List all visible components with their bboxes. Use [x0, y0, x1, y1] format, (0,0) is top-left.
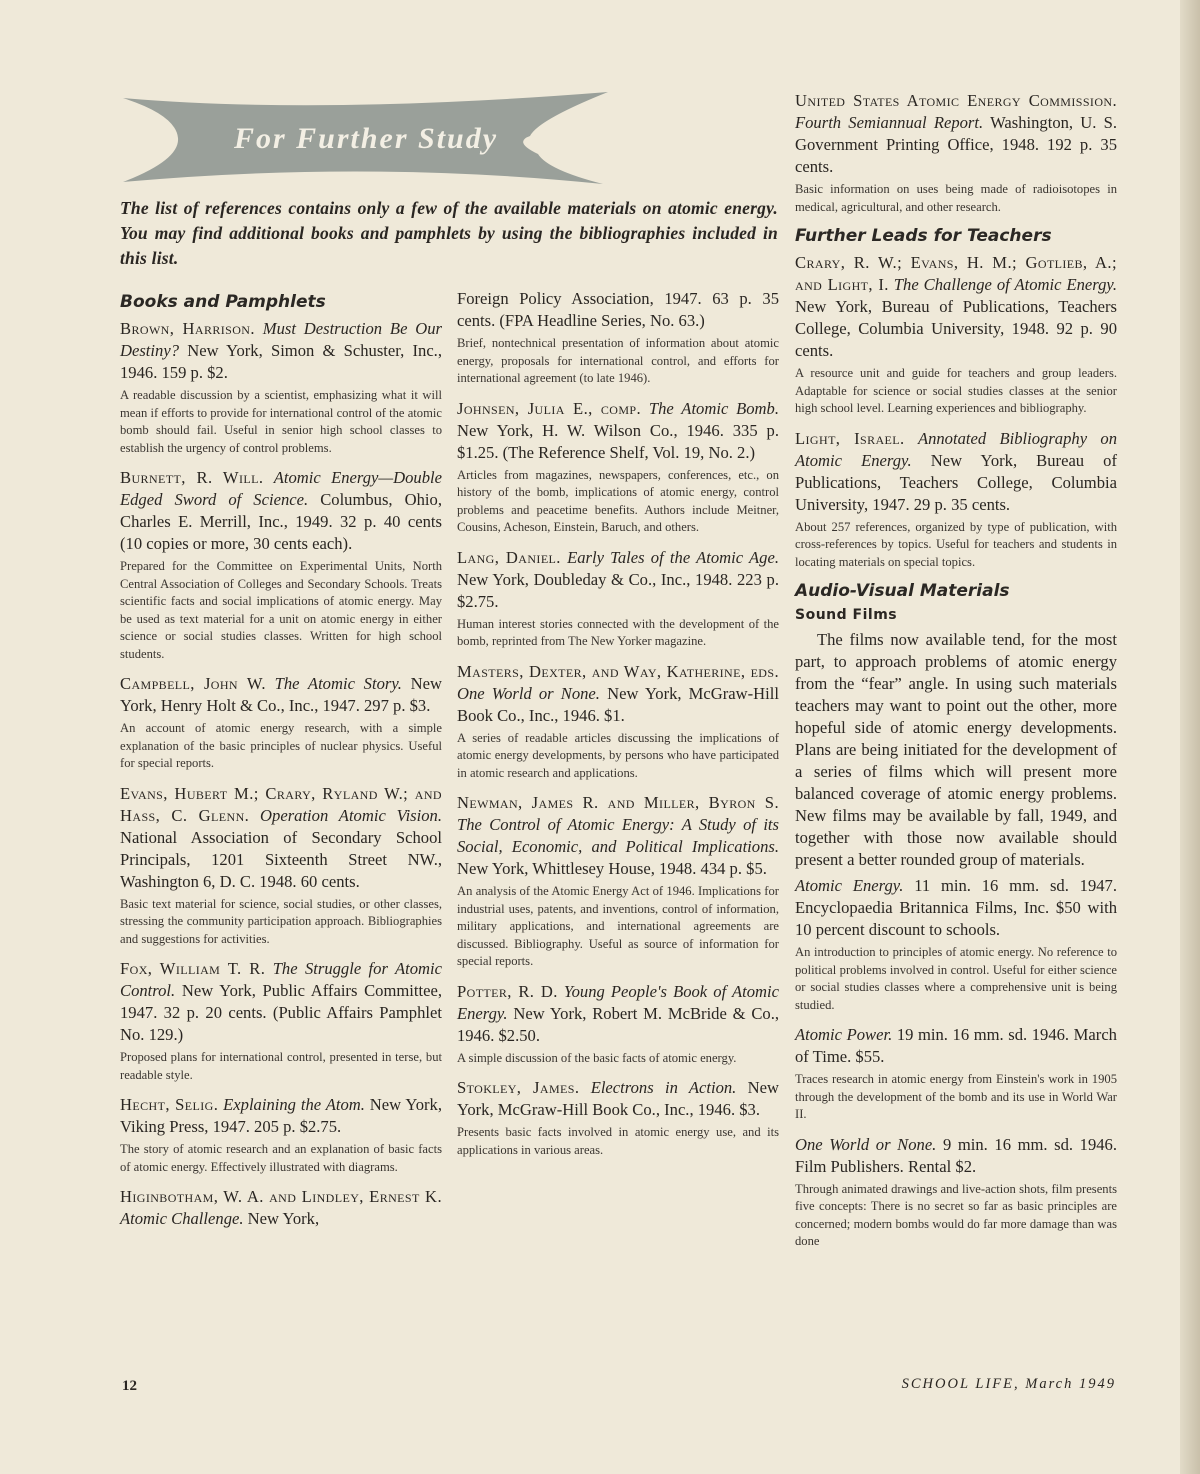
reference-publication: Washington, U. S. Government Printing Office, 1948. 192 p. 35 cents.: [795, 113, 1117, 176]
intro-text: The list of references contains only a few of the available materials on atomic energy. You may find additional books and pamphlets by using the bibliographies included in this list.: [120, 198, 778, 268]
reference-entry: [795, 252, 1117, 362]
reference-entry: [120, 467, 442, 555]
reference-publication: New York, Bureau of Publications, Teachers College, Columbia University, 1948. 92 p. 90 cents.: [795, 297, 1117, 360]
reference-title: Operation Atomic Vision.: [260, 805, 442, 825]
reference-title: One World or None.: [795, 1134, 937, 1154]
reference-author: Newman, James R. and Miller, Byron S.: [457, 793, 779, 812]
films-intro-paragraph: The films now available tend, for the most part, to approach problems of atomic energy from the “fear” angle. In using such materials teachers may want to point out the other, more hopeful side of atomic energy developments. Plans are being initiated for the development of a series of films which will present more balanced coverage of atomic energy problems. New films may be available by fall, 1949, and together with those now available should present a better rounded group of materials.: [795, 630, 1117, 869]
reference-title: The Atomic Bomb.: [648, 398, 779, 418]
reference-entry: [120, 673, 442, 717]
reference-author: Light, Israel.: [795, 428, 905, 448]
reference-title: One World or None.: [457, 683, 600, 703]
reference-description: An analysis of the Atomic Energy Act of 1946. Implications for industrial uses, patents, and inventions, control of information, military applications, and international agreements are discussed. Bibliography. Useful as source of information for special reports.: [457, 884, 779, 968]
reference-entry: [120, 958, 442, 1046]
reference-description: Human interest stories connected with the development of the bomb, reprinted from The New Yorker magazine.: [457, 616, 779, 648]
reference-publication: Columbus, Ohio, Charles E. Merrill, Inc., 1949. 32 p. 40 cents (10 copies or more, 30 cents each).: [120, 490, 442, 553]
reference-title: Young People's Book of Atomic Energy.: [457, 981, 779, 1023]
reference-author: Johnsen, Julia E., comp.: [457, 398, 642, 418]
reference-publication: National Association of Secondary School Principals, 1201 Sixteenth Street NW., Washington 6, D. C. 1948. 60 cents.: [120, 827, 442, 891]
subheading-sound-films: Sound Films: [795, 607, 898, 623]
reference-description: Articles from magazines, newspapers, conferences, etc., on history of the bomb, implications of atomic energy, control problems and peacetime benefits. Authors include Meitner, Cousins, Acheson, Einstein, Baruch, and others.: [457, 467, 779, 534]
reference-entry: [457, 1077, 779, 1121]
reference-entry: [457, 398, 779, 464]
reference-entry: [795, 428, 1117, 516]
reference-publication: New York, Bureau of Publications, Teachers College, Columbia University, 1947. 29 p. 35 cents.: [795, 450, 1118, 514]
reference-publication: New York, Public Affairs Committee, 1947. 32 p. 20 cents. (Public Affairs Pamphlet No. 129.): [120, 981, 442, 1044]
reference-title: Fourth Semiannual Report.: [795, 113, 984, 132]
reference-entry: [795, 875, 1117, 941]
reference-title: Atomic Energy.: [795, 876, 904, 895]
reference-publication: New York, Doubleday & Co., Inc., 1948. 223 p. $2.75.: [457, 569, 779, 611]
reference-author: Crary, R. W.; Evans, H. M.; Gotlieb, A.; and Light, I.: [795, 253, 1117, 294]
reference-entry: [795, 1134, 1117, 1178]
reference-title: The Atomic Story.: [274, 674, 402, 693]
ribbon-shape: [118, 90, 613, 186]
reference-description: An account of atomic energy research, with a simple explanation of the basic principles of nuclear physics. Useful for special reports.: [120, 721, 442, 770]
reference-author: Potter, R. D.: [457, 981, 558, 1001]
reference-title: Atomic Challenge.: [120, 1209, 244, 1228]
reference-author: Campbell, John W.: [120, 674, 266, 693]
reference-title: The Challenge of Atomic Energy.: [893, 275, 1117, 294]
reference-author: Lang, Daniel.: [457, 547, 561, 567]
reference-entry: [457, 547, 779, 613]
publication-footer: SCHOOL LIFE, March 1949: [901, 1376, 1116, 1392]
reference-author: United States Atomic Energy Commission.: [795, 91, 1117, 110]
reference-entry: [457, 792, 779, 880]
reference-description: The story of atomic research and an explanation of basic facts of atomic energy. Effectively illustrated with diagrams.: [120, 1142, 442, 1174]
reference-title: Electrons in Action.: [590, 1078, 737, 1097]
reference-publication: New York, H. W. Wilson Co., 1946. 335 p. $1.25. (The Reference Shelf, Vol. 19, No. 2.): [457, 420, 779, 462]
reference-description: Basic information on uses being made of radioisotopes in medical, agricultural, and other research.: [795, 182, 1117, 214]
reference-description: About 257 references, organized by type of publication, with cross-references by topics. Useful for teachers and students in locating materials on special topics.: [795, 519, 1117, 569]
reference-description: A readable discussion by a scientist, emphasizing what it will mean if efforts to provide for international control of the atomic bomb should fail. Useful in senior high school classes to establish the urgency of control problems.: [120, 388, 442, 455]
reference-description: A simple discussion of the basic facts of atomic energy.: [457, 1050, 737, 1065]
reference-description: Prepared for the Committee on Experimental Units, North Central Association of Colleges and Secondary Schools. Treats scientific facts and social implications of atomic energy. May be used as text material for a unit on atomic energy in either science or social studies classes. Written for high school students.: [120, 559, 442, 661]
reference-author: Stokley, James.: [457, 1078, 580, 1097]
reference-title: The Struggle for Atomic Control.: [120, 959, 442, 1000]
reference-publication: New York, Whittlesey House, 1948. 434 p. $5.: [457, 859, 767, 878]
reference-publication: 19 min. 16 mm. sd. 1946. March of Time. $55.: [795, 1025, 1117, 1066]
reference-entry: [457, 661, 779, 727]
heading-audio-visual: Audio-Visual Materials: [795, 581, 1010, 601]
reference-publication: New York, Simon & Schuster, Inc., 1946. 159 p. $2.: [120, 341, 442, 382]
reference-title: Must Destruction Be Our Destiny?: [120, 319, 442, 360]
reference-entry: [457, 288, 779, 332]
reference-entry: [457, 981, 779, 1047]
reference-title: Atomic Power.: [795, 1025, 893, 1044]
reference-title: Early Tales of the Atomic Age.: [567, 547, 779, 567]
reference-title: Atomic Energy—Double Edged Sword of Science.: [120, 468, 442, 509]
heading-teachers: Further Leads for Teachers: [795, 226, 1052, 246]
reference-entry: [120, 783, 442, 893]
reference-publication: New York, McGraw-Hill Book Co., Inc., 1946. $3.: [457, 1078, 779, 1119]
reference-description: Through animated drawings and live-action shots, film presents five concepts: There is no secret so far as basic principles are concerned; modern bombs would do far more damage than was done: [795, 1181, 1117, 1248]
reference-publication: New York, McGraw-Hill Book Co., Inc., 1946. $1.: [457, 683, 779, 725]
reference-description: Basic text material for science, social studies, or other classes, stressing the community participation approach. Bibliographies and suggestions for activities.: [120, 896, 442, 946]
reference-entry: [120, 318, 442, 384]
reference-publication: Foreign Policy Association, 1947. 63 p. 35 cents. (FPA Headline Series, No. 63.): [457, 289, 779, 330]
reference-title: The Control of Atomic Energy: A Study of its Social, Economic, and Political Implications.: [457, 815, 779, 856]
reference-entry: [120, 1094, 442, 1138]
reference-description: A series of readable articles discussing the implications of atomic energy developments, by persons who have participated in atomic research and applications.: [457, 730, 779, 780]
column-2: [457, 288, 779, 1169]
reference-publication: New York, Robert M. McBride & Co., 1946. $2.50.: [457, 1003, 779, 1045]
reference-author: Hecht, Selig.: [120, 1095, 219, 1114]
reference-entry: [795, 90, 1117, 178]
reference-publication: New York, Henry Holt & Co., Inc., 1947. 297 p. $3.: [120, 674, 442, 715]
reference-author: Evans, Hubert M.; Crary, Ryland W.; and Hass, C. Glenn.: [120, 783, 442, 825]
reference-description: An introduction to principles of atomic energy. No reference to political problems involved in control. Useful for either science or social studies classes where a comprehensive unit is being studied.: [795, 945, 1117, 1012]
page-edge: [1180, 0, 1200, 1474]
column-3: [795, 90, 1117, 1261]
reference-author: Burnett, R. Will.: [120, 468, 264, 487]
reference-author: Masters, Dexter, and Way, Katherine, eds.: [457, 661, 779, 681]
reference-author: Brown, Harrison.: [120, 319, 255, 338]
reference-description: Brief, nontechnical presentation of information about atomic energy, proposals for international control, and efforts for international agreement (to late 1946).: [457, 336, 779, 385]
reference-title: Explaining the Atom.: [223, 1095, 365, 1114]
reference-description: Presents basic facts involved in atomic energy use, and its applications in various areas.: [457, 1125, 779, 1157]
reference-entry: [120, 1186, 442, 1230]
reference-publication: New York, Viking Press, 1947. 205 p. $2.75.: [120, 1095, 442, 1136]
heading-books: Books and Pamphlets: [120, 292, 326, 312]
reference-title: Annotated Bibliography on Atomic Energy.: [795, 428, 1118, 470]
reference-description: Proposed plans for international control, presented in terse, but readable style.: [120, 1050, 442, 1082]
reference-description: A resource unit and guide for teachers and group leaders. Adaptable for science or social studies classes at the senior high school level. Learning experiences and bibliography.: [795, 366, 1117, 415]
reference-publication: 9 min. 16 mm. sd. 1946. Film Publishers. Rental $2.: [795, 1134, 1117, 1176]
page-number: 12: [122, 1378, 137, 1394]
reference-author: Fox, William T. R.: [120, 959, 266, 978]
reference-entry: [795, 1024, 1117, 1068]
reference-author: Higinbotham, W. A. and Lindley, Ernest K.: [120, 1187, 442, 1206]
banner-title: For Further Study: [233, 122, 499, 155]
section-banner: [118, 90, 613, 186]
column-1: [120, 292, 442, 1233]
reference-description: Traces research in atomic energy from Einstein's work in 1905 through the development of the bomb and its use in World War II.: [795, 1072, 1117, 1121]
reference-publication: New York,: [247, 1209, 320, 1228]
reference-publication: 11 min. 16 mm. sd. 1947. Encyclopaedia Britannica Films, Inc. $50 with 10 percent discount to schools.: [795, 876, 1118, 939]
